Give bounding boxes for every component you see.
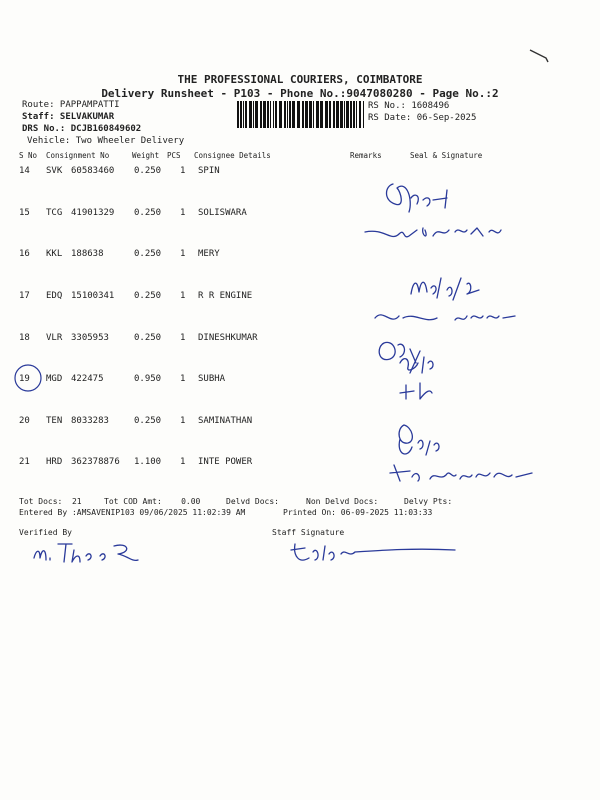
row-weight: 0.250 xyxy=(134,291,162,301)
col-remarks: Remarks xyxy=(350,151,382,160)
stray-pen-mark xyxy=(528,48,552,64)
signature-row-14-15 xyxy=(355,170,535,250)
row-consignee: R R ENGINE xyxy=(198,291,253,301)
row-sno: 18 xyxy=(19,333,30,343)
row-consignment-code: MGD xyxy=(46,374,63,384)
row-consignment-code: EDQ xyxy=(46,291,63,301)
row-sno: 14 xyxy=(19,166,30,176)
row-consignment-number: 3305953 xyxy=(71,333,109,343)
row-weight: 0.250 xyxy=(134,166,162,176)
table-row xyxy=(0,374,600,388)
row-sno: 17 xyxy=(19,291,30,301)
row-pcs: 1 xyxy=(180,208,186,218)
row-pcs: 1 xyxy=(180,416,186,426)
row-consignee: DINESHKUMAR xyxy=(198,333,258,343)
row-weight: 0.950 xyxy=(134,374,162,384)
row-consignee: MERY xyxy=(198,249,220,259)
non-delivered-docs: Non Delvd Docs: xyxy=(306,497,379,506)
row-sno: 19 xyxy=(19,374,30,384)
row-consignment-code: VLR xyxy=(46,333,63,343)
row-consignment-code: SVK xyxy=(46,166,63,176)
row-weight: 0.250 xyxy=(134,333,162,343)
company-title: THE PROFESSIONAL COURIERS, COIMBATORE xyxy=(177,73,423,86)
signature-row-20-21 xyxy=(360,415,550,505)
row-consignment-code: TCG xyxy=(46,208,63,218)
row-pcs: 1 xyxy=(180,374,186,384)
col-pcs: PCS xyxy=(167,151,181,160)
row-weight: 1.100 xyxy=(134,457,162,467)
col-consignment: Consignment No xyxy=(46,151,110,160)
row-sno: 16 xyxy=(19,249,30,259)
entered-by: Entered By :AMSAVENIP103 09/06/2025 11:02:39 AM xyxy=(19,508,246,517)
row-consignee: SOLISWARA xyxy=(198,208,247,218)
row-sno: 20 xyxy=(19,416,30,426)
row-consignment-code: TEN xyxy=(46,416,63,426)
row-pcs: 1 xyxy=(180,166,186,176)
col-consignee: Consignee Details xyxy=(194,151,271,160)
printed-on: Printed On: 06-09-2025 11:03:33 xyxy=(283,508,433,517)
row-pcs: 1 xyxy=(180,333,186,343)
verified-by-label: Verified By xyxy=(19,528,72,537)
signature-row-18-19 xyxy=(370,333,480,413)
route-label: Route: PAPPAMPATTI xyxy=(22,100,120,110)
col-sno: S No xyxy=(19,151,38,160)
row-sno: 21 xyxy=(19,457,30,467)
drs-label: DRS No.: DCJB160849602 xyxy=(22,124,142,134)
row-consignment-code: HRD xyxy=(46,457,63,467)
rs-date: RS Date: 06-Sep-2025 xyxy=(368,113,477,123)
delivered-docs: Delvd Docs: xyxy=(226,497,279,506)
row-consignment-number: 15100341 xyxy=(71,291,115,301)
staff-signature-label: Staff Signature xyxy=(272,528,345,537)
runsheet-subtitle: Delivery Runsheet - P103 - Phone No.:9047080280 - Page No.:2 xyxy=(101,87,499,100)
row-pcs: 1 xyxy=(180,457,186,467)
row-consignment-number: 188638 xyxy=(71,249,104,259)
table-row xyxy=(0,249,600,263)
vehicle-label: Vehicle: Two Wheeler Delivery xyxy=(27,136,185,146)
staff-label: Staff: SELVAKUMAR xyxy=(22,112,115,122)
row-consignment-number: 362378876 xyxy=(71,457,120,467)
row-consignee: INTE POWER xyxy=(198,457,253,467)
row-consignee: SAMINATHAN xyxy=(198,416,253,426)
row-consignee: SPIN xyxy=(198,166,220,176)
rs-number: RS No.: 1608496 xyxy=(368,101,450,111)
row-consignee: SUBHA xyxy=(198,374,226,384)
barcode xyxy=(237,101,365,128)
row-consignment-number: 60583460 xyxy=(71,166,115,176)
row-19-circle-mark xyxy=(13,363,43,393)
col-weight: Weight xyxy=(132,151,160,160)
row-consignment-code: KKL xyxy=(46,249,63,259)
row-sno: 15 xyxy=(19,208,30,218)
row-pcs: 1 xyxy=(180,291,186,301)
signature-row-17 xyxy=(355,268,535,340)
verified-by-signature xyxy=(28,538,158,568)
delivery-points: Delvy Pts: xyxy=(404,497,453,506)
col-seal-signature: Seal & Signature xyxy=(410,151,483,160)
total-docs: Tot Docs: 21 xyxy=(19,497,82,506)
row-consignment-number: 8033283 xyxy=(71,416,109,426)
row-consignment-number: 41901329 xyxy=(71,208,115,218)
row-pcs: 1 xyxy=(180,249,186,259)
row-consignment-number: 422475 xyxy=(71,374,104,384)
total-cod-amount: Tot COD Amt: 0.00 xyxy=(104,497,201,506)
row-weight: 0.250 xyxy=(134,208,162,218)
row-weight: 0.250 xyxy=(134,416,162,426)
row-weight: 0.250 xyxy=(134,249,162,259)
staff-signature-mark xyxy=(285,536,465,570)
